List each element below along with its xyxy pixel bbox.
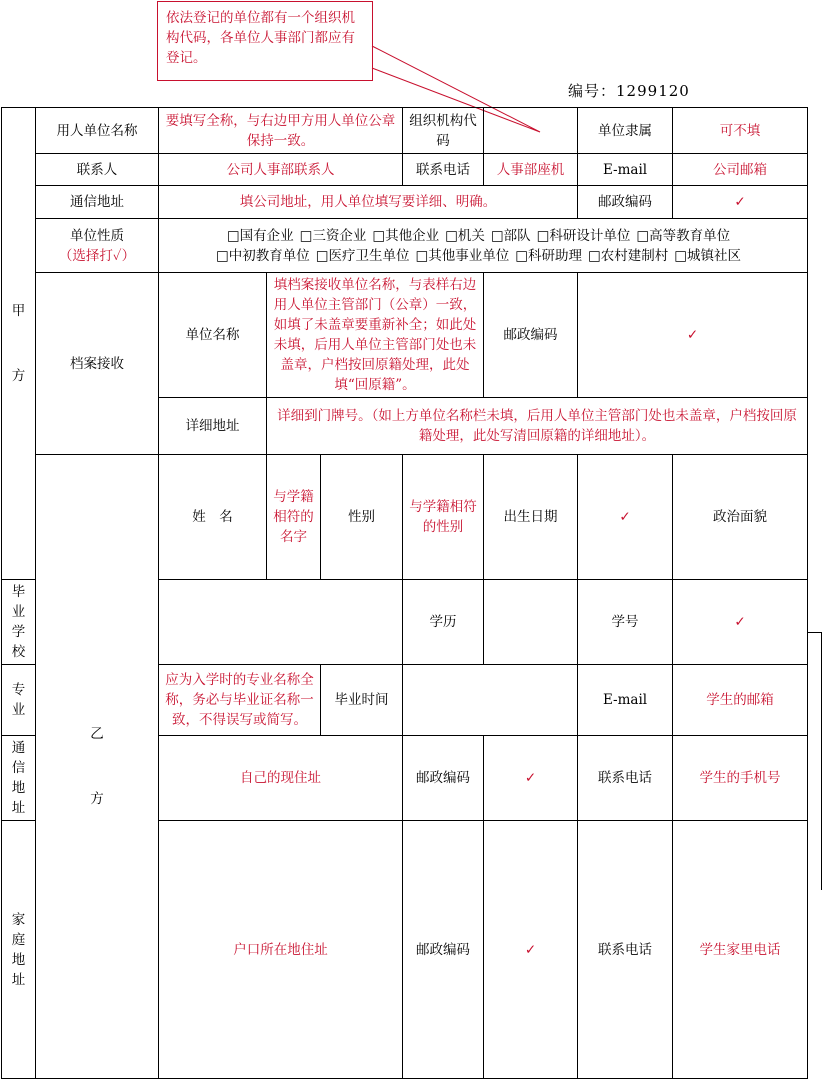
- graduation-time-value[interactable]: [403, 665, 578, 736]
- option-rural-village[interactable]: □农村建制村: [588, 247, 669, 264]
- home-address-label: 家庭地址: [2, 821, 36, 1079]
- option-urban-community[interactable]: □城镇社区: [674, 247, 742, 264]
- unit-nature-row-2: [162, 246, 801, 266]
- student-email-label: E-mail: [578, 665, 673, 736]
- archive-address-value[interactable]: 详细到门牌号。（如上方单位名称栏未填，后用人单位主管部门处也未盖章，户档按回原籍处理，此处写清回原籍的详细地址）。: [267, 398, 808, 455]
- student-email-value[interactable]: 学生的邮箱: [673, 665, 808, 736]
- graduation-time-label: 毕业时间: [321, 665, 403, 736]
- student-address-label: 通信地址: [2, 736, 36, 821]
- student-postcode-check[interactable]: ✓: [484, 736, 578, 821]
- student-name-value[interactable]: 与学籍相符的名字: [267, 455, 321, 580]
- option-medical-health[interactable]: □医疗卫生单位: [315, 247, 410, 264]
- party-b-char-2: 方: [90, 791, 104, 807]
- employer-email-label: E-mail: [578, 154, 673, 186]
- contact-label: 联系人: [36, 154, 159, 186]
- employer-phone-value[interactable]: 人事部座机: [484, 154, 578, 186]
- archive-label: 档案接收: [36, 273, 159, 455]
- employer-postcode-label: 邮政编码: [578, 186, 673, 219]
- unit-nature-row-1: [162, 226, 801, 246]
- employer-postcode-check[interactable]: ✓: [673, 186, 808, 219]
- degree-label: 学历: [403, 580, 484, 665]
- serial-value: 1299120: [616, 82, 690, 100]
- option-other-public-institution[interactable]: □其他事业单位: [415, 247, 510, 264]
- affiliation-label: 单位隶属: [578, 108, 673, 154]
- party-a-char-1: 甲: [11, 303, 26, 319]
- employer-phone-label: 联系电话: [403, 154, 484, 186]
- employer-name-value[interactable]: 要填写全称，与右边甲方用人单位公章保持一致。: [159, 108, 403, 154]
- table-right-edge: [807, 632, 822, 890]
- student-id-check[interactable]: ✓: [673, 580, 808, 665]
- gender-label: 性别: [321, 455, 403, 580]
- student-postcode-label: 邮政编码: [403, 736, 484, 821]
- home-phone-label: 联系电话: [578, 821, 673, 1079]
- org-code-label: 组织机构代码: [403, 108, 484, 154]
- option-primary-secondary-education[interactable]: □中初教育单位: [215, 247, 310, 264]
- student-phone-label: 联系电话: [578, 736, 673, 821]
- affiliation-value[interactable]: 可不填: [673, 108, 808, 154]
- org-code-value[interactable]: [484, 108, 578, 154]
- party-a-char-2: 方: [11, 368, 26, 384]
- unit-nature-options: [159, 219, 808, 273]
- contact-value[interactable]: 公司人事部联系人: [159, 154, 403, 186]
- employer-email-value[interactable]: 公司邮箱: [673, 154, 808, 186]
- annotation-callout: [157, 1, 373, 81]
- home-phone-value[interactable]: 学生家里电话: [673, 821, 808, 1079]
- option-higher-education[interactable]: □高等教育单位: [636, 227, 731, 244]
- home-postcode-label: 邮政编码: [403, 821, 484, 1079]
- school-value[interactable]: [159, 580, 403, 665]
- archive-unit-label: 单位名称: [159, 273, 267, 398]
- serial-number: [568, 80, 690, 101]
- gender-value[interactable]: 与学籍相符的性别: [403, 455, 484, 580]
- option-research-design[interactable]: □科研设计单位: [536, 227, 631, 244]
- option-other-enterprise[interactable]: □其他企业: [372, 227, 440, 244]
- archive-postcode-check[interactable]: ✓: [578, 273, 808, 398]
- archive-unit-value[interactable]: 填档案接收单位名称，与表样右边用人单位主管部门（公章）一致，如填了未盖章要重新补全；如此处未填，后用人单位主管部门处也未盖章，户档按回原籍处理，此处填“回原籍”。: [267, 273, 484, 398]
- option-foreign-invested[interactable]: □三资企业: [299, 227, 367, 244]
- student-address-value[interactable]: 自己的现住址: [159, 736, 403, 821]
- annotation-callout-text: 依法登记的单位都有一个组织机构代码，各单位人事部门都应有登记。: [166, 10, 355, 66]
- employer-name-label: 用人单位名称: [36, 108, 159, 154]
- employment-agreement-form: [1, 107, 808, 1079]
- home-address-value[interactable]: 户口所在地住址: [159, 821, 403, 1079]
- major-label: 专 业: [2, 665, 36, 736]
- major-value[interactable]: 应为入学时的专业名称全称，务必与毕业证名称一致，不得误写或简写。: [159, 665, 321, 736]
- student-id-label: 学号: [578, 580, 673, 665]
- party-a-side-label: [2, 108, 36, 580]
- degree-value[interactable]: [484, 580, 578, 665]
- employer-address-label: 通信地址: [36, 186, 159, 219]
- student-phone-value[interactable]: 学生的手机号: [673, 736, 808, 821]
- political-status-label: 政治面貌: [673, 455, 808, 580]
- option-state-owned[interactable]: □国有企业: [226, 227, 294, 244]
- birth-date-label: 出生日期: [484, 455, 578, 580]
- unit-nature-label: 单位性质: [70, 227, 124, 244]
- option-research-assistant[interactable]: □科研助理: [515, 247, 583, 264]
- unit-nature-label-cell: [36, 219, 159, 273]
- school-label: 毕业学校: [2, 580, 36, 665]
- student-name-label: 姓 名: [159, 455, 267, 580]
- party-b-side-label: [36, 455, 159, 1079]
- birth-date-check[interactable]: ✓: [578, 455, 673, 580]
- party-b-char-1: 乙: [90, 726, 104, 742]
- option-government-agency[interactable]: □机关: [445, 227, 485, 244]
- archive-address-label: 详细地址: [159, 398, 267, 455]
- archive-postcode-label: 邮政编码: [484, 273, 578, 398]
- serial-label: 编号：: [568, 82, 617, 100]
- option-military[interactable]: □部队: [490, 227, 531, 244]
- employer-address-value[interactable]: 填公司地址，用人单位填写要详细、明确。: [159, 186, 578, 219]
- unit-nature-hint: （选择打✓）: [58, 247, 136, 264]
- home-postcode-check[interactable]: ✓: [484, 821, 578, 1079]
